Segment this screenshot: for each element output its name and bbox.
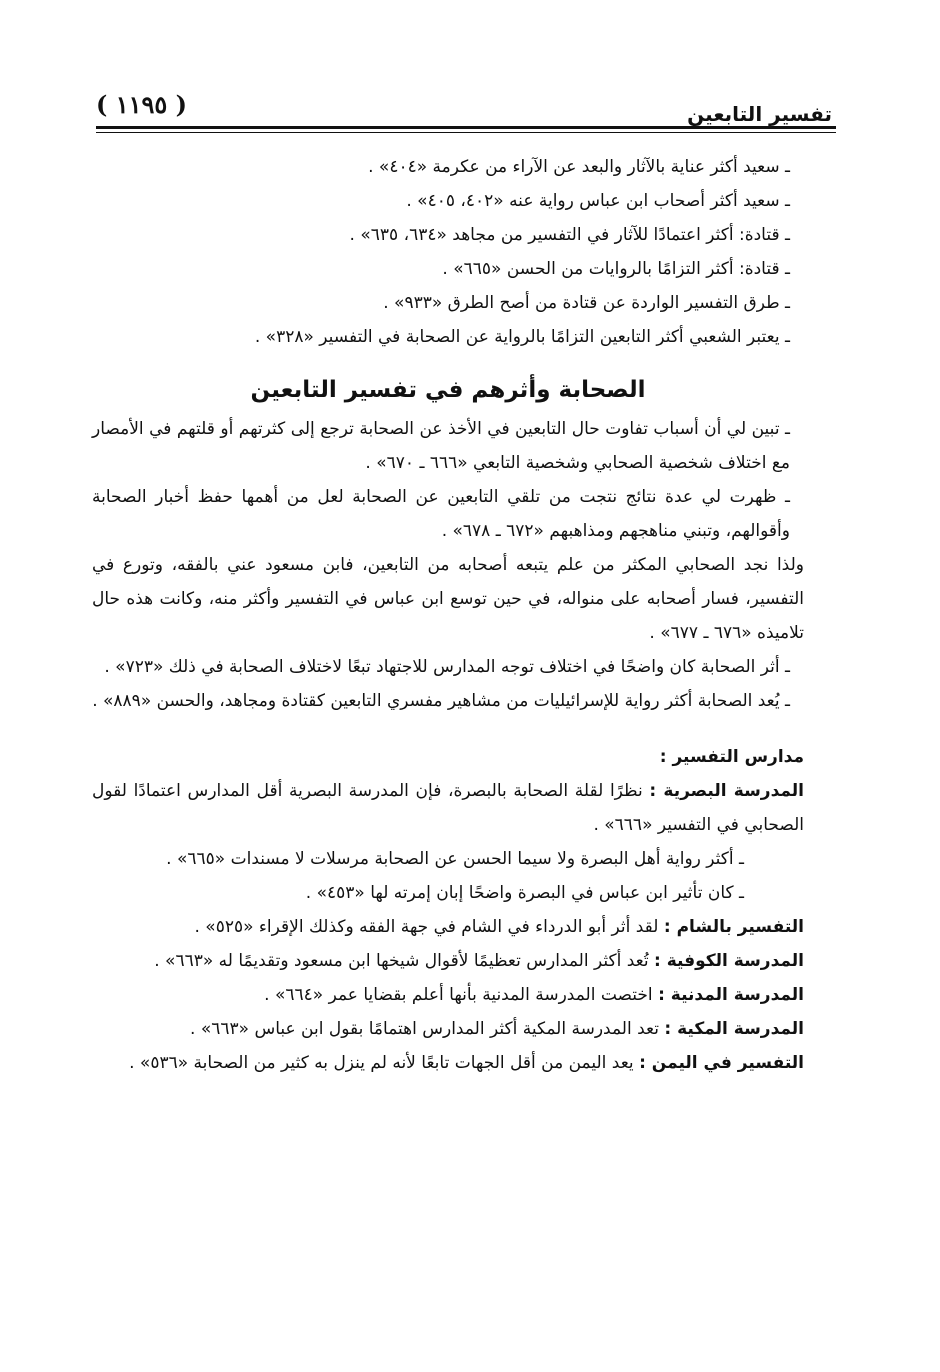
section-title: الصحابة وأثرهم في تفسير التابعين: [250, 377, 646, 403]
school-label: المدرسة البصرية :: [649, 781, 804, 801]
basra-points-list: [92, 842, 804, 910]
list-item: ـ سعيد أكثر عناية بالآثار والبعد عن الآراء من عكرمة «٤٠٤» .: [368, 157, 790, 177]
school-text: تُعد أكثر المدارس تعظيمًا لأقوال شيخها ابن مسعود وتقديمًا له «٦٦٣» .: [154, 951, 654, 971]
school-text: اختصت المدرسة المدنية بأنها أعلم بقضايا عمر «٦٦٤» .: [264, 985, 659, 1005]
running-title: تفسير التابعين: [687, 102, 832, 126]
school-makka: [92, 1012, 804, 1046]
paragraph: ـ تبين لي أن أسباب تفاوت حال التابعين في الأخذ عن الصحابة ترجع إلى كثرتهم أو قلتهم في الأمصار مع اختلاف شخصية الصحابي وشخصية التابعي «٦٦٦ ـ ٦٧٠» .: [92, 419, 790, 473]
page-number: ( ١١٩٥ ): [96, 90, 187, 119]
list-item: ـ قتادة: أكثر التزامًا بالروايات من الحسن «٦٦٥» .: [442, 259, 790, 279]
school-text: يعد اليمن من أقل الجهات تابعًا لأنه لم ينزل به كثير من الصحابة «٥٣٦» .: [129, 1053, 640, 1073]
school-label: التفسير بالشام :: [663, 917, 804, 937]
header-rule-thin: [96, 132, 836, 133]
school-kufa: [92, 944, 804, 978]
school-label: المدرسة الكوفية :: [653, 951, 804, 971]
paragraph: ـ أثر الصحابة كان واضحًا في اختلاف توجه المدارس للاجتهاد تبعًا لاختلاف الصحابة في ذلك «٧٢٣» .: [104, 657, 790, 677]
paragraph: ولذا نجد الصحابي المكثر من علم يتبعه أصحابه من التابعين، فابن مسعود عني بالفقه، وتورع في التفسير، فسار أصحابه على منواله، في حين توسع ابن عباس في التفسير وأكثر منه، وكانت هذه حال تلاميذه «٦٧٦ ـ ٦٧٧» .: [92, 555, 804, 643]
school-label: التفسير في اليمن :: [639, 1053, 804, 1073]
list-item: ـ يعتبر الشعبي أكثر التابعين التزامًا بالرواية عن الصحابة في التفسير «٣٢٨» .: [254, 327, 790, 347]
list-item: ـ قتادة: أكثر اعتمادًا للآثار في التفسير من مجاهد «٦٣٤، ٦٣٥» .: [349, 225, 790, 245]
school-sham: [92, 910, 804, 944]
school-text: لقد أثر أبو الدرداء في الشام في جهة الفقه وكذلك الإقراء «٥٢٥» .: [194, 917, 664, 937]
tabiin-comparison-list: [92, 150, 804, 354]
page-body: [92, 150, 804, 1080]
list-item: ـ أكثر رواية أهل البصرة ولا سيما الحسن عن الصحابة مرسلات لا مسندات «٦٦٥» .: [166, 849, 744, 869]
header-rule-thick: [96, 126, 836, 129]
paragraph: ـ ظهرت لي عدة نتائج نتجت من تلقي التابعين عن الصحابة لعل من أهمها حفظ أخبار الصحابة وأقوالهم، وتبني مناهجهم ومذاهبهم «٦٧٢ ـ ٦٧٨» .: [92, 487, 790, 541]
school-madina: [92, 978, 804, 1012]
school-basra: [92, 774, 804, 842]
school-label: المدرسة المدنية :: [658, 985, 804, 1005]
list-item: ـ كان تأثير ابن عباس في البصرة واضحًا إبان إمرته لها «٤٥٣» .: [305, 883, 744, 903]
school-label: المدرسة المكية :: [664, 1019, 804, 1039]
schools-heading: مدارس التفسير :: [659, 747, 804, 767]
paragraph: ـ يُعد الصحابة أكثر رواية للإسرائيليات من مشاهير مفسري التابعين كقتادة ومجاهد، والحسن «٨٨٩» .: [92, 691, 790, 711]
school-yemen: [92, 1046, 804, 1080]
list-item: ـ طرق التفسير الواردة عن قتادة من أصح الطرق «٩٣٣» .: [383, 293, 790, 313]
list-item: ـ سعيد أكثر أصحاب ابن عباس رواية عنه «٤٠٢، ٤٠٥» .: [406, 191, 790, 211]
school-text: نظرًا لقلة الصحابة بالبصرة، فإن المدرسة البصرية أقل المدارس اعتمادًا لقول الصحابي في التفسير «٦٦٦» .: [92, 781, 804, 835]
school-text: تعد المدرسة المكية أكثر المدارس اهتمامًا بقول ابن عباس «٦٦٣» .: [190, 1019, 665, 1039]
